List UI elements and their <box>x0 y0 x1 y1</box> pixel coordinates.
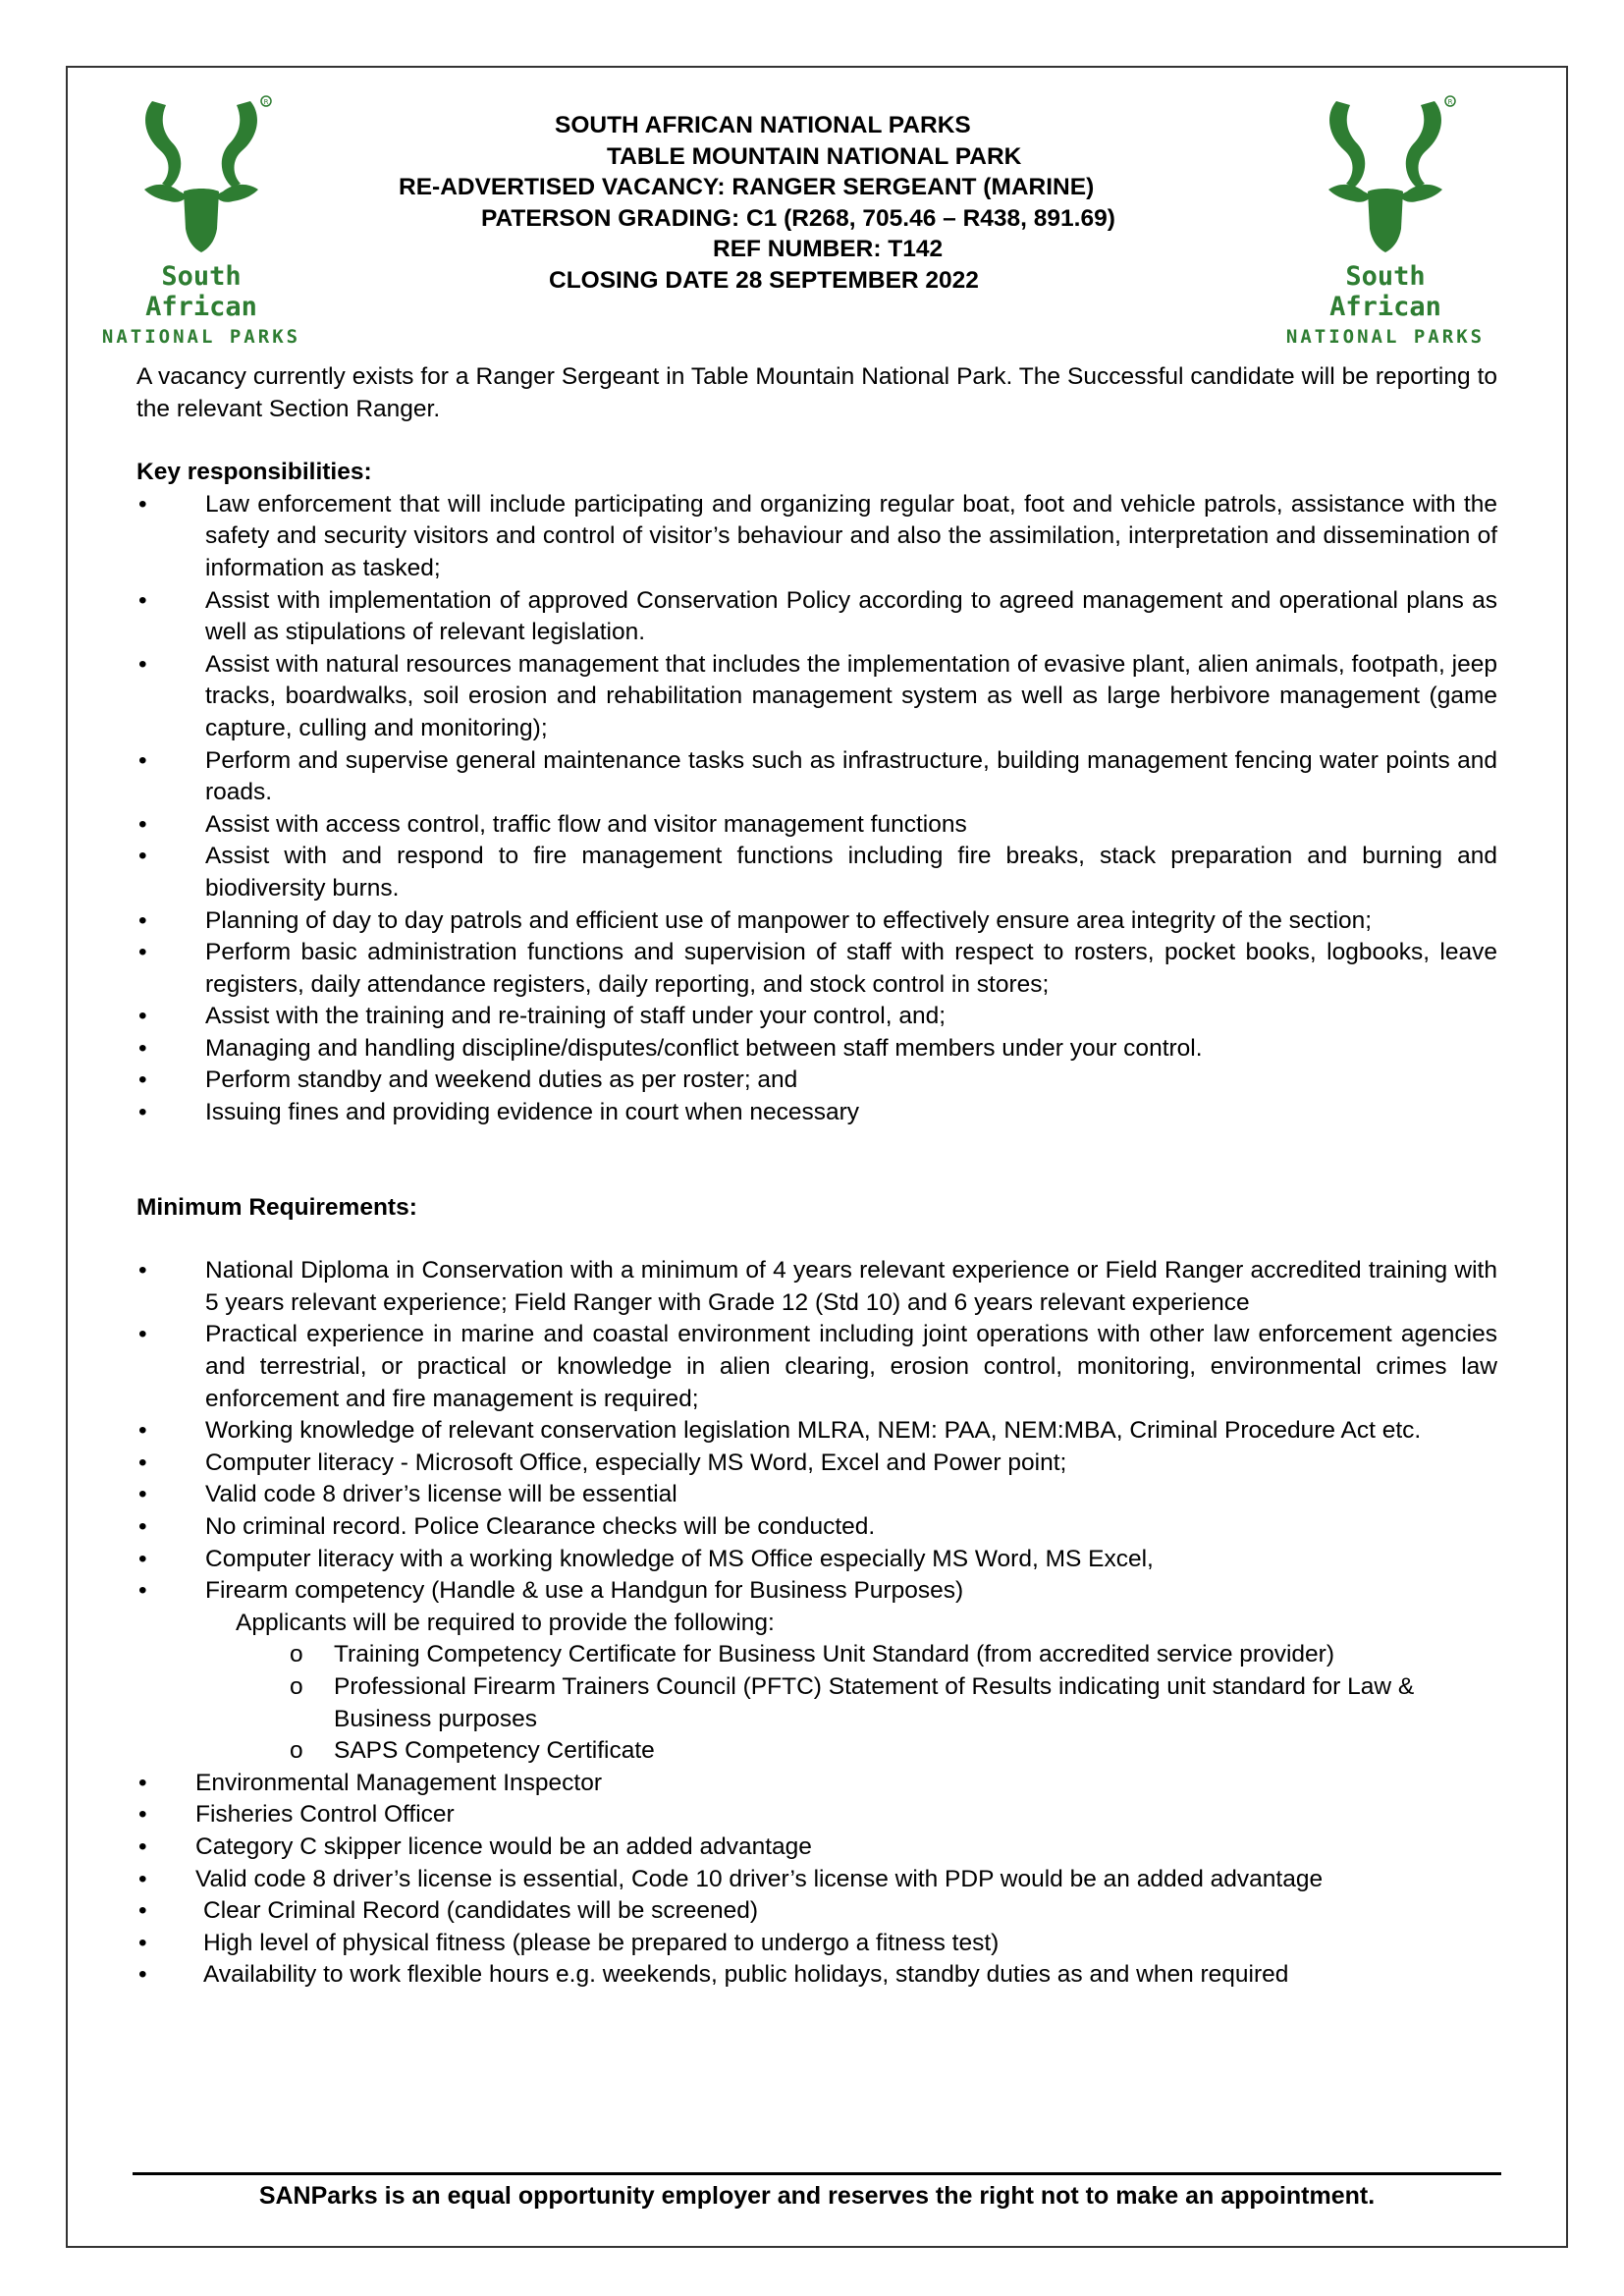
sub-list-item <box>136 1639 1497 1671</box>
intro-paragraph: A vacancy currently exists for a Ranger Sergeant in Table Mountain National Park. The Successful candidate will be reporting to the relevant Section Ranger. <box>136 363 1497 422</box>
bullet-icon: • <box>138 1832 147 1860</box>
list-item-text: Perform and supervise general maintenance tasks such as infrastructure, building management fencing water points and roads. <box>205 746 1497 806</box>
kudu-head-icon <box>123 93 280 255</box>
list-item <box>136 1544 1497 1576</box>
list-item-text: Law enforcement that will include participating and organizing regular boat, foot and vehicle patrols, assistance with the safety and security visitors and control of visitor’s behaviour and also the assimilation, interpretation and dissemination of information as tasked; <box>205 490 1497 581</box>
bullet-icon: • <box>138 1865 147 1892</box>
list-item <box>136 809 1497 842</box>
footer-statement: SANParks is an equal opportunity employer and reserves the right not to make an appointment. <box>258 2182 1376 2210</box>
list-item-text: Clear Criminal Record (candidates will be screened) <box>203 1897 759 1925</box>
sub-list-item <box>136 1735 1497 1768</box>
list-item-text: Environmental Management Inspector <box>195 1769 602 1796</box>
bullet-icon: • <box>138 1066 147 1094</box>
list-item <box>136 1895 1497 1928</box>
svg-text:R: R <box>263 98 269 106</box>
list-item <box>136 1255 1497 1319</box>
bullet-icon: • <box>138 1257 147 1285</box>
bullet-icon: • <box>138 843 147 870</box>
list-item-text: No criminal record. Police Clearance checks will be conducted. <box>205 1513 876 1540</box>
kudu-head-icon <box>1307 93 1464 255</box>
list-item <box>136 1511 1497 1544</box>
bullet-icon: • <box>138 1449 147 1476</box>
minimum-requirements-title: Minimum Requirements: <box>136 1193 417 1221</box>
bullet-icon: • <box>138 490 147 518</box>
list-item <box>136 1575 1497 1608</box>
list-item-text: Firearm competency (Handle & use a Handgun for Business Purposes) <box>205 1577 964 1605</box>
bullet-icon: • <box>138 1545 147 1572</box>
logo-text-line2: NATIONAL PARKS <box>101 326 301 348</box>
sanparks-logo-right <box>1282 93 1489 348</box>
applicants-sub-list <box>136 1639 1497 1767</box>
header-vacancy: RE-ADVERTISED VACANCY: RANGER SERGEANT (MARINE) <box>399 174 1095 200</box>
list-item-text: Assist with implementation of approved Conservation Policy according to agreed management and operational plans as well as stipulations of relevant legislation. <box>205 586 1497 646</box>
list-item <box>136 1479 1497 1511</box>
bullet-icon: • <box>138 1417 147 1445</box>
list-item-text: Assist with natural resources management that includes the implementation of evasive plant, alien animals, footpath, jeep tracks, boardwalks, soil erosion and rehabilitation management system as well as large herbivore management (game capture, culling and monitoring); <box>205 650 1497 741</box>
list-item-text: Issuing fines and providing evidence in court when necessary <box>205 1099 859 1126</box>
bullet-icon: • <box>138 810 147 838</box>
list-item-text: National Diploma in Conservation with a minimum of 4 years relevant experience or Field Ranger accredited training with 5 years relevant experience; Field Ranger with Grade 12 (Std 10) and 6 years relevant experience <box>205 1257 1497 1316</box>
circle-bullet-icon: o <box>290 1737 303 1765</box>
list-item-text: Fisheries Control Officer <box>195 1801 455 1829</box>
list-item <box>136 585 1497 649</box>
list-item-text: Working knowledge of relevant conservation legislation MLRA, NEM: PAA, NEM:MBA, Criminal Procedure Act etc. <box>205 1417 1422 1445</box>
key-responsibilities-title: Key responsibilities: <box>136 459 372 486</box>
list-item-text: Assist with access control, traffic flow and visitor management functions <box>205 810 967 838</box>
sub-list-item-text: SAPS Competency Certificate <box>334 1737 655 1765</box>
list-item-text: High level of physical fitness (please be prepared to undergo a fitness test) <box>203 1929 1000 1956</box>
list-item-text: Perform standby and weekend duties as per roster; and <box>205 1066 798 1094</box>
bullet-icon: • <box>138 1961 147 1989</box>
list-item <box>136 1768 1497 1800</box>
bullet-icon: • <box>138 1099 147 1126</box>
document-body <box>136 361 1497 1992</box>
list-item <box>136 905 1497 938</box>
minimum-requirements-list <box>136 1255 1497 1608</box>
bullet-icon: • <box>138 939 147 966</box>
list-item-text: Assist with the training and re-training of staff under your control, and; <box>205 1003 947 1030</box>
final-requirements-list <box>136 1895 1497 1992</box>
list-item <box>136 1415 1497 1448</box>
list-item-text: Valid code 8 driver’s license will be essential <box>205 1481 677 1508</box>
list-item <box>136 1959 1497 1992</box>
header-org: SOUTH AFRICAN NATIONAL PARKS <box>555 112 971 138</box>
bullet-icon: • <box>138 1481 147 1508</box>
list-item-text: Computer literacy with a working knowledge of MS Office especially MS Word, MS Excel, <box>205 1545 1154 1572</box>
applicants-line: Applicants will be required to provide the following: <box>236 1609 775 1636</box>
list-item <box>136 1033 1497 1066</box>
list-item-text: Category C skipper licence would be an added advantage <box>195 1832 812 1860</box>
logo-text-line1: South African <box>145 261 257 322</box>
svg-text:R: R <box>1447 98 1453 106</box>
bullet-icon: • <box>138 1003 147 1030</box>
header-closing-date: CLOSING DATE 28 SEPTEMBER 2022 <box>549 266 979 294</box>
sanparks-logo-left <box>98 93 304 348</box>
bullet-icon: • <box>138 1513 147 1540</box>
list-item-text: Availability to work flexible hours e.g. weekends, public holidays, standby duties as and when required <box>203 1961 1289 1989</box>
sub-list-item-text: Training Competency Certificate for Business Unit Standard (from accredited service provider) <box>334 1641 1334 1668</box>
bullet-icon: • <box>138 586 147 614</box>
circle-bullet-icon: o <box>290 1641 303 1668</box>
list-item-text: Perform basic administration functions and supervision of staff with respect to rosters, pocket books, logbooks, leave registers, daily attendance registers, daily reporting, and stock control in stores; <box>205 939 1497 998</box>
list-item-text: Valid code 8 driver’s license is essential, Code 10 driver’s license with PDP would be an added advantage <box>195 1865 1324 1892</box>
header-grading: PATERSON GRADING: C1 (R268, 705.46 – R438, 891.69) <box>481 204 1115 232</box>
list-item-text: Managing and handling discipline/disputes/conflict between staff members under your control. <box>205 1034 1203 1062</box>
bullet-icon: • <box>138 1577 147 1605</box>
list-item <box>136 1864 1497 1896</box>
footer-divider <box>133 2172 1501 2175</box>
header-park: TABLE MOUNTAIN NATIONAL PARK <box>607 142 1022 170</box>
list-item <box>136 1928 1497 1960</box>
bullet-icon: • <box>138 906 147 934</box>
header-ref: REF NUMBER: T142 <box>713 236 944 262</box>
list-item <box>136 1319 1497 1415</box>
list-item <box>136 937 1497 1001</box>
list-item <box>136 1799 1497 1831</box>
bullet-icon: • <box>138 746 147 774</box>
sub-list-item <box>136 1671 1497 1735</box>
list-item-text: Practical experience in marine and coastal environment including joint operations with other law enforcement agencies and terrestrial, or practical or knowledge in alien clearing, erosion control, monitoring, environmental crimes law enforcement and fire management is required; <box>205 1321 1497 1412</box>
document-header <box>295 110 1306 296</box>
list-item <box>136 1065 1497 1097</box>
bullet-icon: • <box>138 1321 147 1348</box>
list-item-text: Computer literacy - Microsoft Office, especially MS Word, Excel and Power point; <box>205 1449 1067 1476</box>
logo-text-line1: South African <box>1329 261 1441 322</box>
bullet-icon: • <box>138 1034 147 1062</box>
bullet-icon: • <box>138 1929 147 1956</box>
bullet-icon: • <box>138 1769 147 1796</box>
list-item <box>136 1097 1497 1129</box>
additional-requirements-list <box>136 1768 1497 1895</box>
list-item <box>136 1001 1497 1033</box>
logo-text-line2: NATIONAL PARKS <box>1285 326 1486 348</box>
sub-list-item-text: Professional Firearm Trainers Council (PFTC) Statement of Results indicating unit standard for Law & Business purposes <box>334 1672 1415 1732</box>
bullet-icon: • <box>138 1897 147 1925</box>
list-item <box>136 649 1497 745</box>
list-item <box>136 1448 1497 1480</box>
list-item <box>136 489 1497 585</box>
list-item-text: Planning of day to day patrols and efficient use of manpower to effectively ensure area integrity of the section; <box>205 906 1373 934</box>
key-responsibilities-list <box>136 489 1497 1129</box>
list-item <box>136 1831 1497 1864</box>
list-item <box>136 841 1497 904</box>
circle-bullet-icon: o <box>290 1672 303 1700</box>
list-item-text: Assist with and respond to fire management functions including fire breaks, stack preparation and burning and biodiversity burns. <box>205 843 1497 902</box>
bullet-icon: • <box>138 1801 147 1829</box>
bullet-icon: • <box>138 650 147 678</box>
list-item <box>136 745 1497 809</box>
